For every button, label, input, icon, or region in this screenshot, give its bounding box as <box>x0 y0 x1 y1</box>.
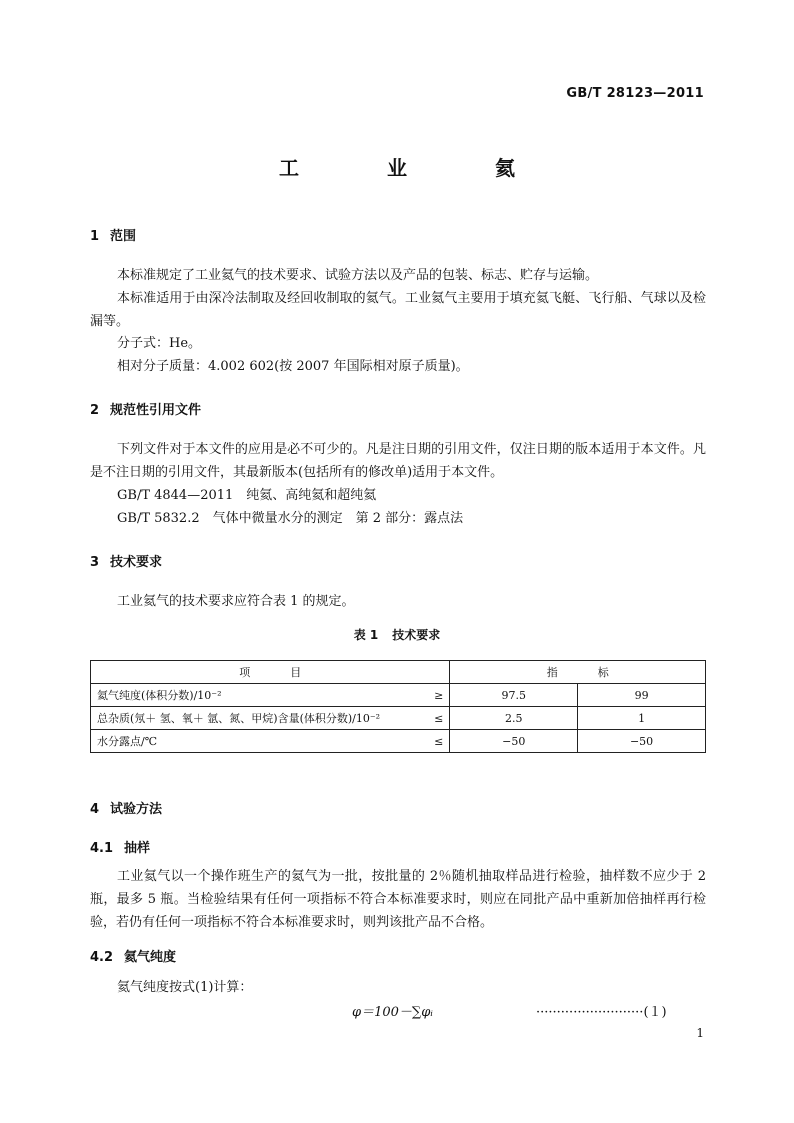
table-header-row <box>91 661 706 684</box>
table-row <box>91 707 706 730</box>
table-header-spec: 指 标 <box>450 661 706 684</box>
formula-reference: ··························(１) <box>536 1005 667 1020</box>
document-title: 工 业 氦 <box>279 156 549 180</box>
table-row <box>91 684 706 707</box>
table-caption <box>0 626 794 643</box>
section-title: 抽样 <box>124 841 151 856</box>
tech-req-paragraph: 工业氦气的技术要求应符合表 1 的规定。 <box>117 594 355 609</box>
section-title: 规范性引用文件 <box>110 403 202 418</box>
row-value-1: −50 <box>450 730 578 753</box>
row-item: 水分露点/℃ <box>91 730 420 753</box>
section-2-heading <box>90 399 201 418</box>
table-row <box>91 730 706 753</box>
sampling-paragraph: 工业氦气以一个操作班生产的氦气为一批，按批量的 2％随机抽取样品进行检验，抽样数不应少于 2 瓶，最多 5 瓶。当检验结果有任何一项指标不符合本标准要求时，则应在同批产品中重新加倍抽样再行检验，若仍有任何一项指标不符合本标准要求时，则判该批产品不合格。 <box>90 869 706 930</box>
table-caption-title: 技术要求 <box>392 628 441 642</box>
row-value-2: 1 <box>578 707 706 730</box>
row-item: 氦气纯度(体积分数)/10⁻² <box>91 684 420 707</box>
purity-paragraph: 氦气纯度按式(1)计算： <box>117 980 253 995</box>
section-number: 4 <box>90 802 100 817</box>
table-header-item: 项 目 <box>91 661 450 684</box>
normative-refs-paragraph: 下列文件对于本文件的应用是必不可少的。凡是注日期的引用文件，仅注日期的版本适用于本文件。凡是不注日期的引用文件，其最新版本(包括所有的修改单)适用于本文件。 <box>90 442 706 480</box>
row-value-2: −50 <box>578 730 706 753</box>
row-value-1: 97.5 <box>450 684 578 707</box>
row-relation-symbol: ≥ <box>420 684 450 707</box>
section-number: 1 <box>90 229 100 244</box>
page-number: 1 <box>696 1026 704 1040</box>
section-title: 技术要求 <box>110 555 163 570</box>
section-4-heading <box>90 798 162 817</box>
purity-formula: φ＝100－∑φᵢ <box>352 1005 433 1020</box>
row-item: 总杂质(氖＋ 氢、氧＋ 氩、氮、甲烷)含量(体积分数)/10⁻² <box>91 707 420 730</box>
scope-paragraph-1: 本标准规定了工业氦气的技术要求、试验方法以及产品的包装、标志、贮存与运输。 <box>117 268 599 283</box>
row-value-1: 2.5 <box>450 707 578 730</box>
reference-item-1: GB/T 4844—2011 纯氦、高纯氦和超纯氦 <box>117 488 377 503</box>
table-caption-number: 表 1 <box>353 628 379 642</box>
section-4-1-heading <box>90 837 150 856</box>
section-number: 4.2 <box>90 950 114 965</box>
section-3-heading <box>90 551 162 570</box>
row-relation-symbol: ≤ <box>420 730 450 753</box>
section-number: 2 <box>90 403 100 418</box>
row-relation-symbol: ≤ <box>420 707 450 730</box>
technical-requirements-table <box>90 660 706 753</box>
row-value-2: 99 <box>578 684 706 707</box>
section-number: 3 <box>90 555 100 570</box>
section-1-heading <box>90 225 136 244</box>
reference-item-2: GB/T 5832.2 气体中微量水分的测定 第 2 部分：露点法 <box>117 511 464 526</box>
section-title: 范围 <box>110 229 137 244</box>
molecular-mass-line: 相对分子质量：4.002 602(按 2007 年国际相对原子质量)。 <box>117 359 469 374</box>
section-number: 4.1 <box>90 841 114 856</box>
section-4-2-heading <box>90 946 176 965</box>
standard-code: GB/T 28123—2011 <box>566 86 704 101</box>
section-title: 试验方法 <box>110 802 163 817</box>
scope-paragraph-2: 本标准适用于由深冷法制取及经回收制取的氦气。工业氦气主要用于填充氦飞艇、飞行船、气球以及检漏等。 <box>90 291 706 329</box>
molecular-formula-line: 分子式：He。 <box>117 336 202 351</box>
section-title: 氦气纯度 <box>124 950 177 965</box>
